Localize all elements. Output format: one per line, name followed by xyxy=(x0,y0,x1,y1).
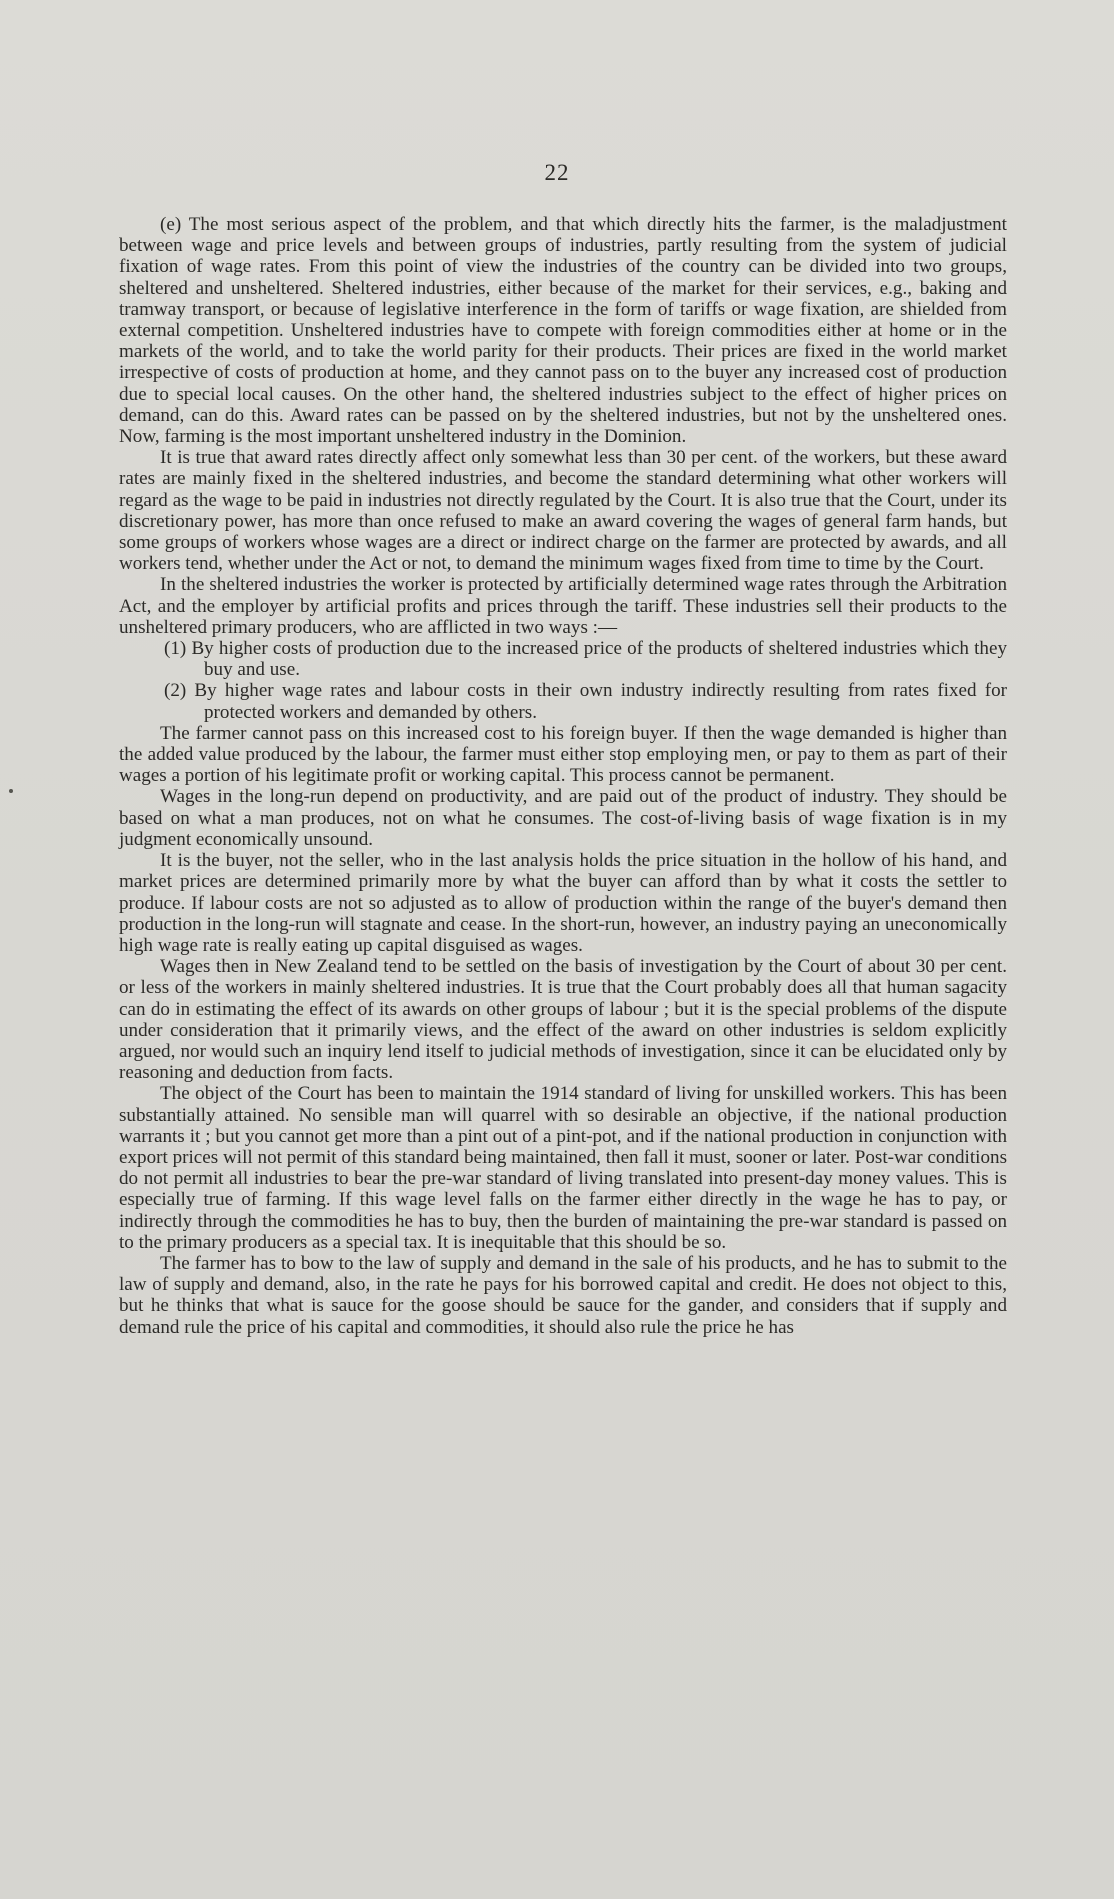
paragraph-award-rates: It is true that award rates directly affect only somewhat less than 30 per cent. of the workers, but these award rates are mainly fixed in the sheltered industries, and become the standard determining what other workers will regard as the wage to be paid in industries not directly regulated by the Court. It is also true that the Court, under its discretionary power, has more than once refused to make an award covering the wages of general farm hands, but some groups of workers whose wages are a direct or indirect charge on the farmer are protected by awards, and all workers tend, whether under the Act or not, to demand the minimum wages fixed from time to time by the Court. xyxy=(119,447,1007,575)
paragraph-buyer-seller: It is the buyer, not the seller, who in the last analysis holds the price situation in the hollow of his hand, and market prices are determined primarily more by what the buyer can afford than by what it costs the settler to produce. If labour costs are not so adjusted as to allow of production within the range of the buyer's demand then production in the long-run will stagnate and cease. In the short-run, however, an industry paying an uneconomically high wage rate is really eating up capital disguised as wages. xyxy=(119,850,1007,956)
body-text xyxy=(119,214,1007,1338)
paper-speck xyxy=(9,789,13,793)
paragraph-new-zealand-wages: Wages then in New Zealand tend to be settled on the basis of investigation by the Court of about 30 per cent. or less of the workers in mainly sheltered industries. It is true that the Court probably does all that human sagacity can do in estimating the effect of its awards on other groups of labour ; but it is the special problems of the dispute under consideration that it primarily views, and the effect of the award on other industries is seldom explicitly argued, nor would such an inquiry lend itself to judicial methods of investigation, since it can be elucidated only by reasoning and deduction from facts. xyxy=(119,956,1007,1084)
paragraph-supply-demand: The farmer has to bow to the law of supply and demand in the sale of his products, and he has to submit to the law of supply and demand, also, in the rate he pays for his borrowed capital and credit. He does not object to this, but he thinks that what is sauce for the goose should be sauce for the gander, and considers that if supply and demand rule the price of his capital and commodities, it should also rule the price he has xyxy=(119,1252,1007,1338)
paragraph-court-object: The object of the Court has been to maintain the 1914 standard of living for unskilled workers. This has been substantially attained. No sensible man will quarrel with so desirable an objective, if the national production warrants it ; but you cannot get more than a pint out of a pint-pot, and if the national production in conjunction with export prices will not permit of this standard being maintained, then fall it must, sooner or later. Post-war conditions do not permit all industries to bear the pre-war standard of living translated into present-day money values. This is especially true of farming. If this wage level falls on the farmer either directly in the wage he has to pay, or indirectly through the commodities he has to buy, then the burden of maintaining the pre-war standard is passed on to the primary producers as a special tax. It is inequitable that this should be so. xyxy=(119,1083,1007,1253)
list-item-higher-costs: (1) By higher costs of production due to the increased price of the products of sheltered industries which they buy and use. xyxy=(164,638,1007,681)
paragraph-foreign-buyer: The farmer cannot pass on this increased cost to his foreign buyer. If then the wage demanded is higher than the added value produced by the labour, the farmer must either stop employing men, or pay to them as part of their wages a portion of his legitimate profit or working capital. This process cannot be permanent. xyxy=(119,722,1007,787)
paragraph-sheltered-unsheltered: (e) The most serious aspect of the problem, and that which directly hits the farmer, is the maladjustment between wage and price levels and between groups of industries, partly resulting from the system of judicial fixation of wage rates. From this point of view the industries of the country can be divided into two groups, sheltered and unsheltered. Sheltered industries, either because of the market for their services, e.g., baking and tramway transport, or because of legislative interference in the form of tariffs or wage fixation, are shielded from external competition. Unsheltered industries have to compete with foreign commodities either at home or in the markets of the world, and to take the world parity for their products. Their prices are fixed in the world market irrespective of costs of production at home, and they cannot pass on to the buyer any increased cost of production due to special local causes. On the other hand, the sheltered industries subject to the effect of higher prices on demand, can do this. Award rates can be passed on by the sheltered industries, but not by the unsheltered ones. Now, farming is the most important unsheltered industry in the Dominion. xyxy=(119,214,1007,448)
paragraph-arbitration-act: In the sheltered industries the worker is protected by artificially determined wage rates through the Arbitration Act, and the employer by artificial profits and prices through the tariff. These industries sell their products to the unsheltered primary producers, who are afflicted in two ways :— xyxy=(119,574,1007,638)
page-number: 22 xyxy=(544,160,570,185)
paragraph-productivity: Wages in the long-run depend on productivity, and are paid out of the product of industry. They should be based on what a man produces, not on what he consumes. The cost-of-living basis of wage fixation is in my judgment economically unsound. xyxy=(119,786,1007,850)
list-item-higher-wages: (2) By higher wage rates and labour costs in their own industry indirectly resulting from rates fixed for protected workers and demanded by others. xyxy=(164,680,1007,723)
